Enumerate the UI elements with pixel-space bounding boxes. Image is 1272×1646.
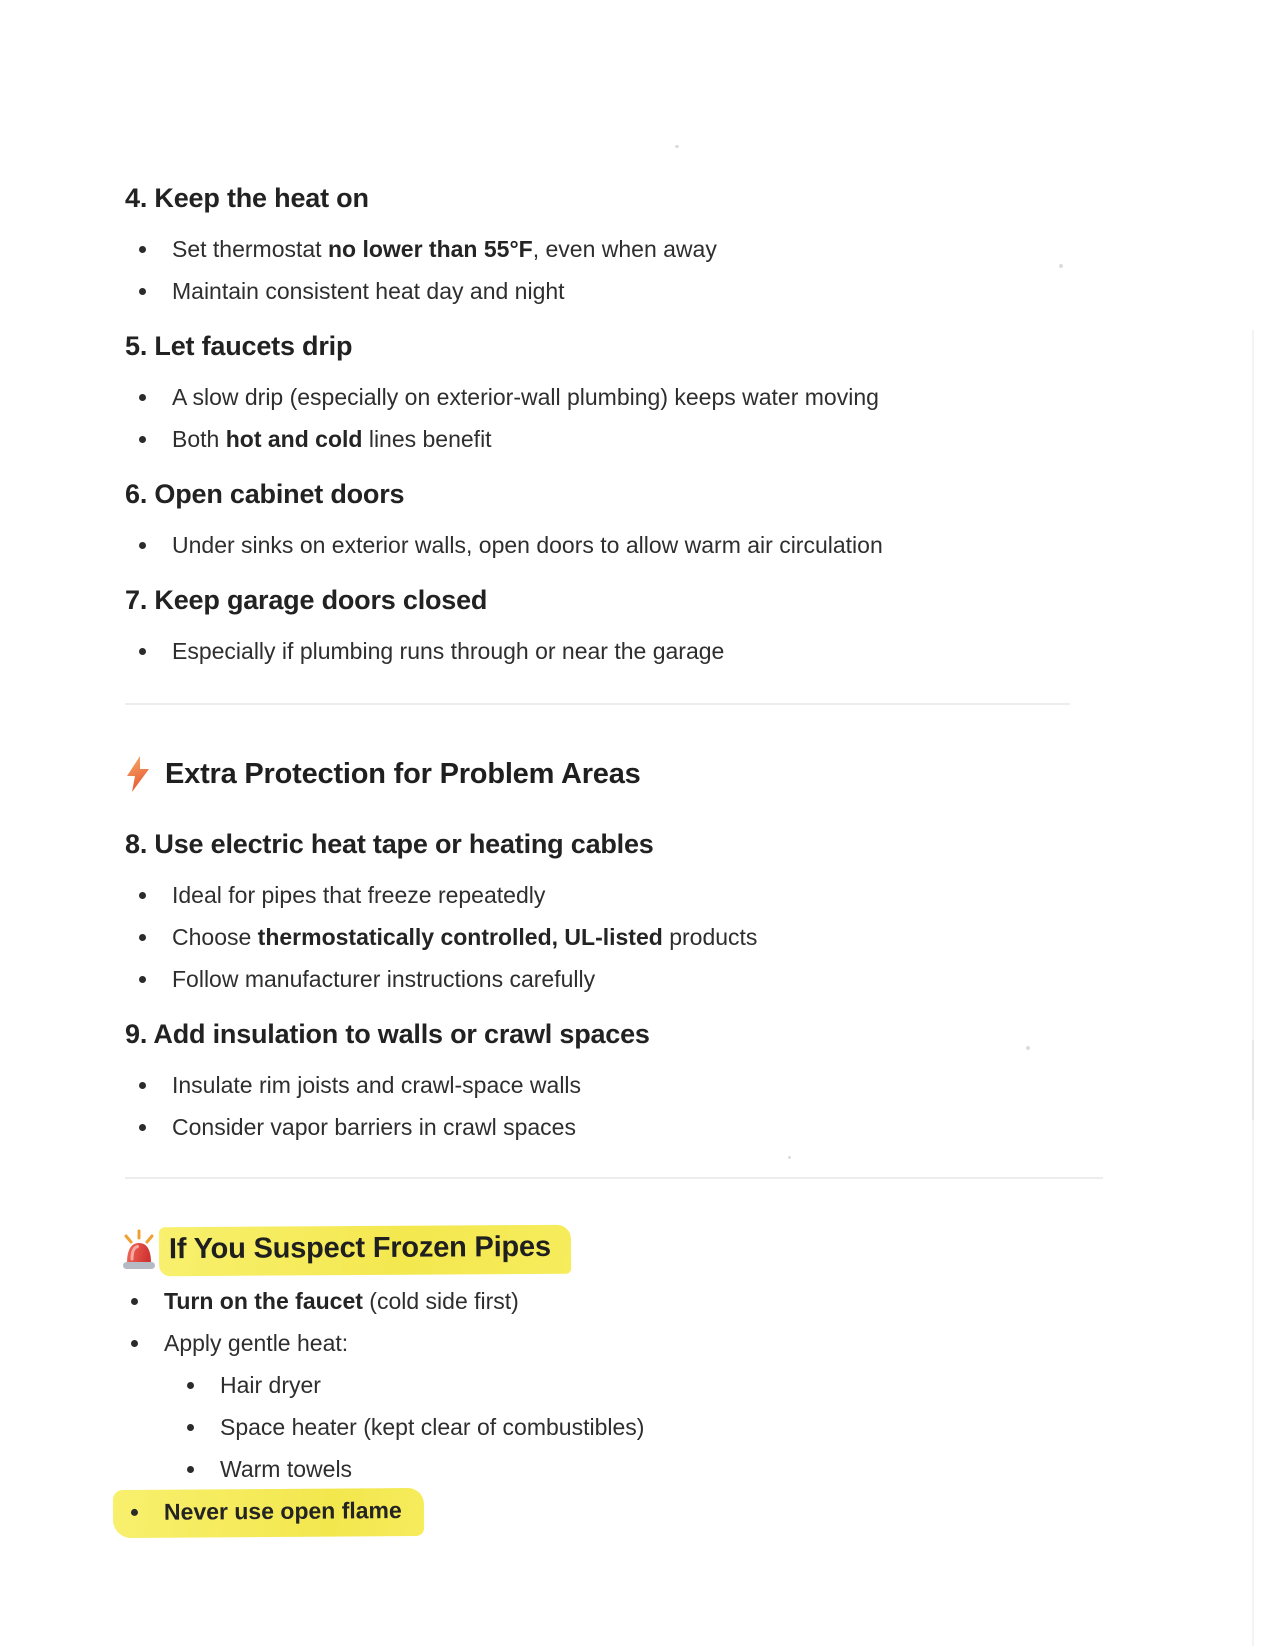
bullet-icon [187, 1424, 194, 1431]
bullet-icon [139, 394, 146, 401]
bullet-icon [139, 436, 146, 443]
text-segment: Set thermostat [172, 236, 328, 262]
heading-extra-protection [125, 755, 1192, 793]
section-divider [125, 703, 1070, 705]
bullet-text: Warm towels [220, 1456, 353, 1482]
text-segment: Choose [172, 924, 258, 950]
bullet-text: Especially if plumbing runs through or near the garage [172, 638, 725, 664]
lightning-bolt-icon [125, 756, 151, 792]
section-keep-garage-closed [125, 583, 1192, 665]
bold-text: Never use open flame [163, 1497, 402, 1525]
list-item-highlighted [125, 1497, 1192, 1525]
text-segment: lines benefit [362, 426, 492, 452]
list-item [125, 383, 1192, 411]
bold-text: thermostatically controlled, UL-listed [257, 924, 663, 950]
bullet-text: A slow drip (especially on exterior-wall plumbing) keeps water moving [172, 384, 879, 410]
list-item [125, 425, 1192, 453]
list-item [125, 1287, 1192, 1315]
bullet-icon [139, 976, 146, 983]
bullet-text: Insulate rim joists and crawl-space walls [172, 1072, 582, 1098]
bold-text: hot and cold [225, 426, 363, 452]
bullet-text [164, 1287, 519, 1315]
bullet-icon [139, 934, 146, 941]
bullet-text: Under sinks on exterior walls, open doors to allow warm air circulation [172, 532, 883, 558]
text-segment: products [662, 924, 758, 950]
section-add-insulation [125, 1017, 1192, 1141]
list-item [125, 923, 1192, 951]
bullet-icon [139, 648, 146, 655]
scan-edge-line [1252, 1040, 1254, 1120]
bullet-list [125, 1071, 1192, 1141]
scan-speck [1059, 264, 1063, 268]
bold-text: Turn on the faucet [164, 1288, 363, 1314]
text-segment: Both [172, 426, 226, 452]
scan-edge-line [1252, 330, 1254, 1646]
bullet-text [172, 235, 717, 263]
bullet-text: Apply gentle heat: [164, 1330, 349, 1356]
list-item [125, 531, 1192, 559]
section-divider [125, 1177, 1103, 1179]
bullet-list [125, 383, 1192, 453]
section-heat-tape [125, 827, 1192, 993]
bullet-text: Ideal for pipes that freeze repeatedly [172, 882, 546, 908]
list-item [125, 881, 1192, 909]
bullet-icon [187, 1382, 194, 1389]
section-keep-heat-on [125, 181, 1192, 305]
list-item [125, 235, 1192, 263]
bullet-icon [139, 542, 146, 549]
list-item [125, 1113, 1192, 1141]
sub-list-item [125, 1371, 1192, 1399]
list-item [125, 1071, 1192, 1099]
bullet-text: Space heater (kept clear of combustibles) [220, 1414, 645, 1440]
bullet-icon [139, 288, 146, 295]
bullet-icon [187, 1466, 194, 1473]
bullet-text [172, 923, 757, 951]
siren-icon [119, 1226, 159, 1270]
bullet-list [125, 881, 1192, 993]
sub-list-item [125, 1413, 1192, 1441]
list-item [125, 277, 1192, 305]
bullet-icon [139, 246, 146, 253]
text-segment: , even when away [532, 236, 717, 262]
bullet-icon [139, 1082, 146, 1089]
text-segment: (cold side first) [362, 1288, 519, 1314]
list-item [125, 1329, 1192, 1357]
bold-text: no lower than 55°F [327, 236, 533, 262]
bullet-text [164, 1496, 402, 1526]
heading-suspect-frozen-pipes [125, 1229, 1192, 1267]
list-item [125, 637, 1192, 665]
section-heading: 9. Add insulation to walls or crawl spaces [125, 1019, 650, 1049]
bullet-icon [131, 1509, 138, 1516]
bullet-text [172, 425, 492, 453]
section-heading: 7. Keep garage doors closed [125, 585, 488, 615]
scan-speck [675, 145, 679, 148]
bullet-icon [139, 892, 146, 899]
sub-list-item [125, 1455, 1192, 1483]
heading-text: Extra Protection for Problem Areas [165, 757, 641, 790]
bullet-list [125, 637, 1192, 665]
highlight-marker [113, 1488, 424, 1538]
section-heading: 5. Let faucets drip [125, 331, 353, 361]
bullet-icon [131, 1340, 138, 1347]
bullet-text: Consider vapor barriers in crawl spaces [172, 1114, 576, 1140]
scan-speck [1026, 1046, 1030, 1050]
frozen-pipes-list [125, 1287, 1192, 1525]
list-item [125, 965, 1192, 993]
bullet-text: Hair dryer [220, 1372, 321, 1398]
section-open-cabinet-doors [125, 477, 1192, 559]
bullet-icon [139, 1124, 146, 1131]
highlighted-heading-text: If You Suspect Frozen Pipes [159, 1224, 571, 1276]
scan-speck [788, 1156, 791, 1159]
section-heading: 4. Keep the heat on [125, 183, 369, 213]
bullet-list [125, 235, 1192, 305]
bullet-icon [131, 1298, 138, 1305]
section-heading: 8. Use electric heat tape or heating cables [125, 829, 654, 859]
section-heading: 6. Open cabinet doors [125, 479, 405, 509]
bullet-text: Maintain consistent heat day and night [172, 278, 565, 304]
bullet-text: Follow manufacturer instructions carefully [172, 966, 596, 992]
bullet-list [125, 531, 1192, 559]
section-let-faucets-drip [125, 329, 1192, 453]
